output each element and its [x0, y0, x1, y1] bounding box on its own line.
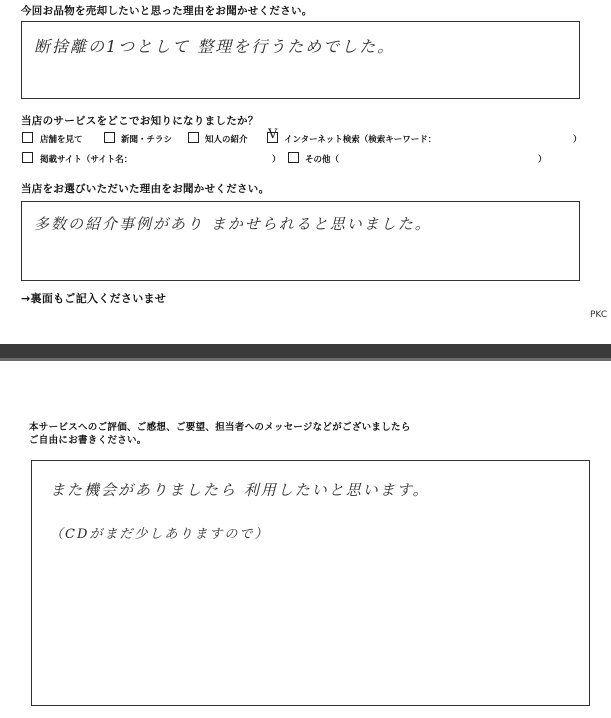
question-feedback-line1: 本サービスへのご評価、ご感想、ご要望、担当者へのメッセージなどがございましたら — [29, 422, 411, 433]
page-divider-edge — [0, 358, 611, 361]
option-other-close: ） — [538, 155, 547, 165]
checkbox-other[interactable] — [288, 152, 299, 163]
question-choose-reason: 当店をお選びいただいた理由をお聞かせください。 — [21, 183, 270, 195]
answer-box-choose-reason[interactable] — [21, 201, 580, 281]
handwritten-feedback-line2: （CDがまだ少しありますので） — [50, 527, 270, 542]
page-divider — [0, 344, 611, 358]
question-feedback-line2: ご自由にお書きください。 — [29, 435, 147, 446]
checkbox-friend[interactable] — [188, 132, 199, 143]
option-newspaper-label: 新聞・チラシ — [121, 135, 173, 145]
checkbox-newspaper[interactable] — [104, 132, 115, 143]
handwritten-answer-choose-reason: 多数の紹介事例があり まかせられると思いました。 — [34, 215, 432, 233]
option-posting-site-label: 掲載サイト（サイト名： — [40, 155, 133, 165]
handwritten-feedback-line1: また機会がありましたら 利用したいと思います。 — [50, 481, 430, 499]
checkmark-icon: V — [268, 127, 278, 142]
page-code: PKC — [590, 310, 608, 320]
handwritten-answer-sale-reason: 断捨離の1つとして 整理を行うためでした。 — [34, 37, 396, 56]
checkbox-store[interactable] — [22, 132, 33, 143]
option-posting-site-close: ） — [272, 155, 281, 165]
option-internet-label: インターネット検索（検索キーワード： — [284, 135, 437, 145]
answer-box-sale-reason[interactable] — [21, 21, 580, 99]
checkbox-posting-site[interactable] — [22, 152, 33, 163]
option-store-label: 店舗を見て — [40, 135, 83, 145]
answer-box-feedback[interactable] — [31, 460, 590, 706]
option-friend-label: 知人の紹介 — [205, 135, 248, 145]
question-sale-reason: 今回お品物を売却したいと思った理由をお聞かせください。 — [21, 5, 313, 17]
option-internet-close: ） — [573, 135, 582, 145]
option-other-label: その他（ — [305, 155, 340, 165]
question-how-found: 当店のサービスをどこでお知りになりましたか？ — [21, 115, 259, 127]
back-side-note: →裏面もご記入くださいませ — [21, 292, 167, 305]
